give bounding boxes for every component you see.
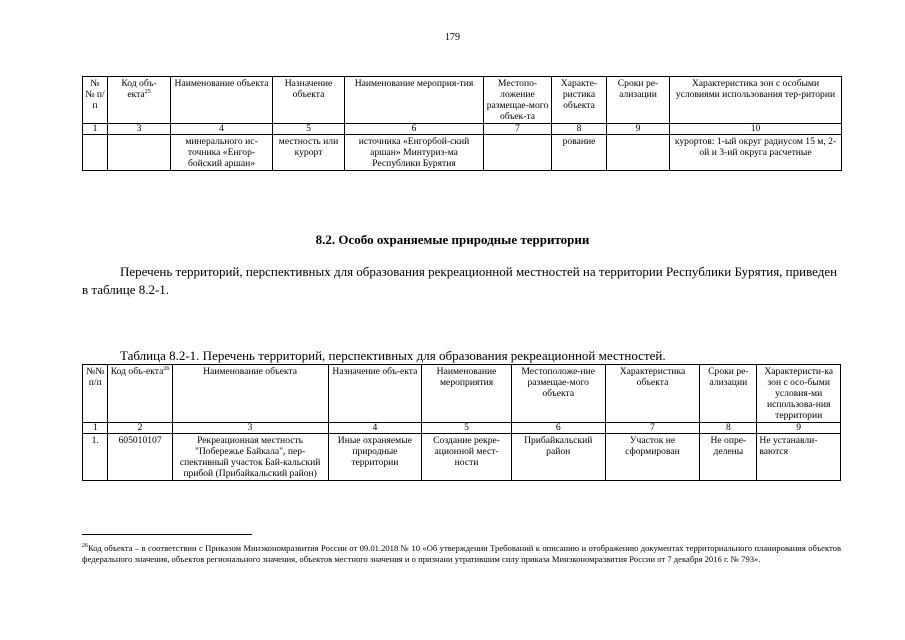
column-number: 8 (700, 423, 757, 434)
column-number: 4 (171, 124, 273, 135)
header-cell: Характеристика объекта (605, 365, 700, 423)
header-cell: Наименование объекта (172, 365, 328, 423)
table-cell: Рекреационная местность "Побережье Байкала", пер-спективный участок Бай-кальский прибой (Прибайкальский район) (172, 434, 328, 481)
header-cell: Назначение объ-екта (328, 365, 422, 423)
column-number: 5 (273, 124, 345, 135)
header-cell: № № п/п (83, 77, 108, 124)
header-cell: Сроки ре-ализации (700, 365, 757, 423)
column-number: 5 (422, 423, 512, 434)
column-number: 1 (83, 423, 108, 434)
header-cell: Код объ-екта$^{25}$ (108, 77, 171, 124)
header-cell: Местоположе-ние размещае-мого объекта (511, 365, 605, 423)
table-cell: рование (552, 135, 607, 171)
table-cell: Участок не сформирован (605, 434, 700, 481)
footnote-ref[interactable]: 26 (163, 365, 170, 372)
header-cell: Характеристи-ка зон с осо-быми условия-ми использова-ния территории (757, 365, 841, 423)
table-cell: курортов: 1-ый округ радиусом 15 м, 2-ой и 3-ий округа расчетные (670, 135, 842, 171)
body-paragraph: Перечень территорий, перспективных для образования рекреационной местностей на территории Республики Бурятия, приведен в таблице 8.2-1. (82, 264, 838, 297)
column-number: 7 (484, 124, 552, 135)
table-cell: минерального ис-точника «Енгор-бойский аршан» (171, 135, 273, 171)
table-cell: Иные охраняемые природные территории (328, 434, 422, 481)
header-cell: Местопо-ложение размещае-мого объек-та (484, 77, 552, 124)
section-title: 8.2. Особо охраняемые природные территории (315, 232, 590, 247)
column-number: 1 (83, 124, 108, 135)
table-cell: Не опре-делены (700, 434, 757, 481)
column-number: 3 (172, 423, 328, 434)
column-number-row (83, 124, 842, 135)
table-caption: Таблица 8.2-1. Перечень территорий, перспективных для образования рекреационной местностей. (120, 348, 666, 363)
table-cell (108, 135, 171, 171)
table-cell (607, 135, 670, 171)
header-cell: Характеристика зон с особыми условиями использования тер-ритории (670, 77, 842, 124)
footnote (82, 543, 841, 565)
header-cell: Назначение объекта (273, 77, 345, 124)
table-cell: 1. (83, 434, 108, 481)
table-cell: местность или курорт (273, 135, 345, 171)
page-number: 179 (445, 32, 460, 43)
table-continued (82, 76, 842, 171)
column-number: 2 (108, 423, 172, 434)
column-number: 8 (552, 124, 607, 135)
footnote-ref[interactable]: 25 (144, 88, 151, 95)
table-cell: Не устанавли-ваются (757, 434, 841, 481)
header-cell: Сроки ре-ализации (607, 77, 670, 124)
header-cell: Наименование мероприятия (422, 365, 512, 423)
table-cell: 605010107 (108, 434, 172, 481)
header-cell: Характе-ристика объекта (552, 77, 607, 124)
column-number: 10 (670, 124, 842, 135)
table-cell: Прибайкальский район (511, 434, 605, 481)
table-cell: Создание рекре-ационной мест-ности (422, 434, 512, 481)
column-number: 4 (328, 423, 422, 434)
column-number-row (83, 423, 841, 434)
header-cell: Наименование объекта (171, 77, 273, 124)
footnote-separator (82, 534, 252, 535)
column-number: 9 (757, 423, 841, 434)
column-number: 6 (345, 124, 484, 135)
table-row (83, 434, 841, 481)
header-cell: №№ п/п (83, 365, 108, 423)
header-row (83, 365, 841, 423)
header-cell: Наименование мероприя-тия (345, 77, 484, 124)
footnote-marker: 26 (82, 543, 88, 550)
table-cell: источника «Енгорбой-ский аршан» Минтуриз-ма Республики Бурятия (345, 135, 484, 171)
table-cell (83, 135, 108, 171)
column-number: 3 (108, 124, 171, 135)
header-cell: Код объ-екта$^{26}$ (108, 365, 172, 423)
table-cell (484, 135, 552, 171)
table-row (83, 135, 842, 171)
footnote-text: Код объекта – в соответствии с Приказом Минэкономразвития России от 09.01.2018 № 10 «Об утверждении Требований к описанию и отображению документах территориального планирования объектов федерального значения, объектов регионального значения, объектов местного значения и о признани утратившим силу приказа Минэкономразвития России от 7 декабря 2016 г. № 793». (82, 543, 841, 564)
column-number: 7 (605, 423, 700, 434)
column-number: 9 (607, 124, 670, 135)
header-row (83, 77, 842, 124)
column-number: 6 (511, 423, 605, 434)
territories-table (82, 364, 841, 481)
